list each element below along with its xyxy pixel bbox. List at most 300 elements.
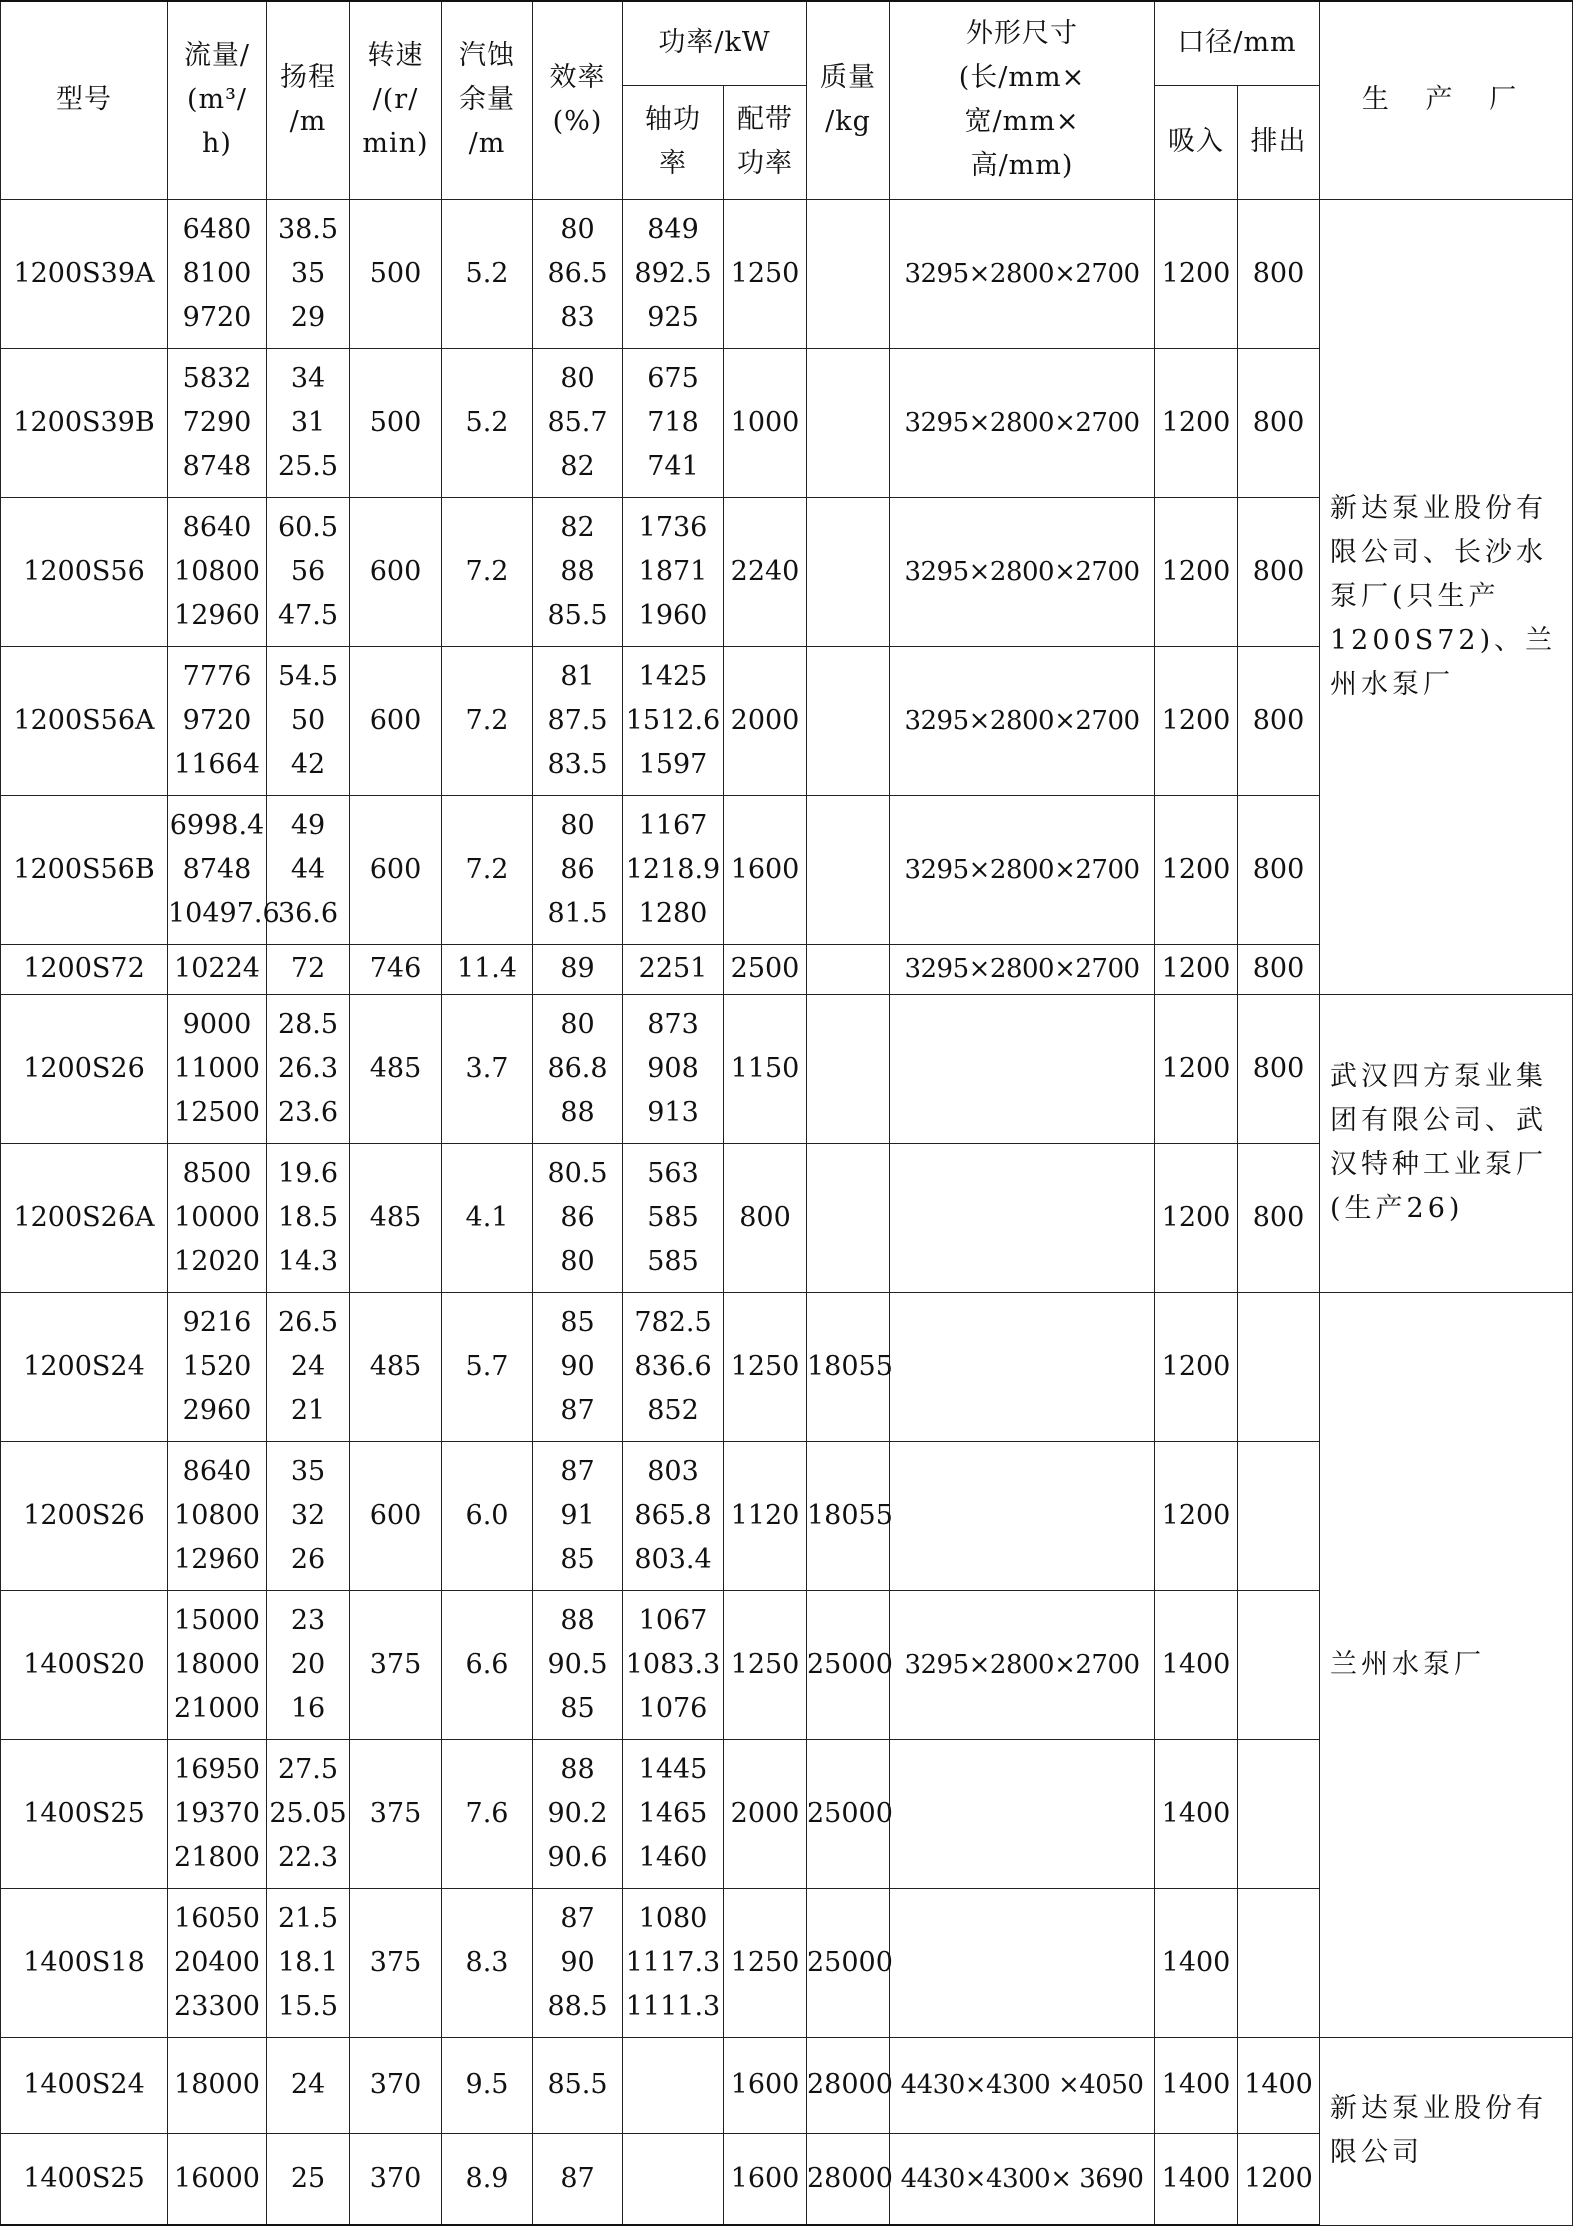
- cell-efficiency-value: 80: [560, 809, 595, 841]
- cell-shaft-power-value: 892.5: [634, 257, 712, 289]
- cell-efficiency-value: 81: [560, 660, 595, 692]
- cell-dimensions: 3295×2800×2700: [890, 944, 1155, 994]
- cell-efficiency-value: 87.5: [547, 704, 608, 736]
- cell-motor-power: 2500: [724, 944, 807, 994]
- cell-efficiency-value: 80.5: [547, 1157, 608, 1189]
- cell-shaft-power-value: 675: [647, 362, 699, 394]
- cell-head-value: 21: [290, 1394, 326, 1426]
- cell-flow: [168, 348, 267, 497]
- cell-shaft-power-value: 1597: [638, 748, 708, 780]
- cell-head-value: 20: [290, 1648, 326, 1680]
- cell-motor-power: 1150: [724, 994, 807, 1143]
- cell-efficiency-value: 82: [560, 511, 595, 543]
- cell-head-value: 60.5: [277, 511, 339, 543]
- cell-model: 1400S18: [1, 1888, 168, 2037]
- cell-mass: 28000: [807, 2133, 890, 2225]
- cell-flow-value: 10497.6: [168, 897, 280, 929]
- cell-flow: [168, 994, 267, 1143]
- cell-flow-value: 21000: [174, 1692, 260, 1724]
- cell-flow: [168, 1739, 267, 1888]
- cell-motor-power: 2240: [724, 497, 807, 646]
- cell-efficiency: [533, 199, 623, 348]
- cell-efficiency: [533, 497, 623, 646]
- cell-efficiency: [533, 2037, 623, 2133]
- cell-head-value: 18.1: [277, 1946, 339, 1978]
- cell-efficiency-value: 85.5: [547, 599, 608, 631]
- cell-efficiency-value: 80: [560, 362, 595, 394]
- cell-speed: 485: [350, 1292, 442, 1441]
- cell-flow-value: 20400: [174, 1946, 260, 1978]
- cell-model: 1200S26: [1, 994, 168, 1143]
- cell-suction: 1200: [1155, 646, 1238, 795]
- cell-npsh: 5.7: [442, 1292, 533, 1441]
- cell-efficiency-value: 81.5: [547, 897, 608, 929]
- cell-mass: 25000: [807, 1590, 890, 1739]
- cell-mass: 25000: [807, 1888, 890, 2037]
- cell-shaft-power-value: 563: [647, 1157, 699, 1189]
- cell-head-value: 26: [290, 1543, 326, 1575]
- cell-flow: [168, 2037, 267, 2133]
- cell-efficiency: [533, 2133, 623, 2225]
- cell-npsh: 7.2: [442, 795, 533, 944]
- table-body: [1, 199, 1573, 2225]
- cell-efficiency-value: 88.5: [547, 1990, 608, 2022]
- cell-efficiency-value: 90.5: [547, 1648, 608, 1680]
- cell-npsh: 8.3: [442, 1888, 533, 2037]
- cell-npsh: 6.6: [442, 1590, 533, 1739]
- cell-efficiency-value: 86: [560, 1201, 595, 1233]
- cell-shaft-power: [623, 497, 724, 646]
- cell-shaft-power: [623, 1590, 724, 1739]
- cell-flow-value: 5832: [182, 362, 252, 394]
- cell-shaft-power: [623, 1441, 724, 1590]
- cell-shaft-power-value: 1960: [638, 599, 708, 631]
- cell-head-value: 24: [290, 1350, 326, 1382]
- cell-flow-value: 12960: [174, 1543, 260, 1575]
- cell-suction: 1200: [1155, 1143, 1238, 1292]
- cell-efficiency-value: 83: [560, 301, 595, 333]
- cell-discharge: [1238, 1739, 1320, 1888]
- cell-model: 1400S25: [1, 1739, 168, 1888]
- cell-speed: 375: [350, 1888, 442, 2037]
- cell-suction: 1200: [1155, 1292, 1238, 1441]
- cell-efficiency-value: 85: [560, 1306, 595, 1338]
- cell-efficiency-value: 80: [560, 1245, 595, 1277]
- cell-efficiency-value: 88: [560, 1604, 595, 1636]
- cell-shaft-power: [623, 1143, 724, 1292]
- cell-flow-value: 21800: [174, 1841, 260, 1873]
- cell-npsh: 5.2: [442, 199, 533, 348]
- cell-shaft-power-value: 865.8: [634, 1499, 712, 1531]
- cell-efficiency-value: 90: [560, 1946, 595, 1978]
- cell-shaft-power: [623, 795, 724, 944]
- header-speed: 转速 /(r/ min): [350, 1, 442, 199]
- cell-head: [267, 348, 350, 497]
- cell-flow-value: 11664: [174, 748, 260, 780]
- cell-efficiency-value: 88: [560, 1753, 595, 1785]
- cell-dimensions: 3295×2800×2700: [890, 646, 1155, 795]
- cell-head-value: 19.6: [277, 1157, 339, 1189]
- cell-efficiency-value: 85: [560, 1692, 595, 1724]
- cell-efficiency: [533, 994, 623, 1143]
- cell-efficiency-value: 90.6: [547, 1841, 608, 1873]
- cell-shaft-power: [623, 944, 724, 994]
- cell-head-value: 42: [290, 748, 326, 780]
- cell-motor-power: 1600: [724, 2037, 807, 2133]
- cell-dimensions: 3295×2800×2700: [890, 348, 1155, 497]
- table-header: [1, 1, 1573, 199]
- cell-shaft-power-value: 718: [647, 406, 699, 438]
- cell-head: [267, 1888, 350, 2037]
- cell-head-value: 25: [290, 2162, 326, 2194]
- cell-discharge: 800: [1238, 497, 1320, 646]
- cell-shaft-power-value: 913: [647, 1096, 699, 1128]
- cell-efficiency-value: 86.5: [547, 257, 608, 289]
- cell-head-value: 56: [290, 555, 326, 587]
- cell-head: [267, 1143, 350, 1292]
- cell-efficiency-value: 86: [560, 853, 595, 885]
- cell-flow-value: 16950: [174, 1753, 260, 1785]
- cell-motor-power: 2000: [724, 646, 807, 795]
- cell-flow-value: 10000: [174, 1201, 260, 1233]
- cell-efficiency: [533, 1888, 623, 2037]
- cell-flow: [168, 199, 267, 348]
- cell-flow: [168, 1143, 267, 1292]
- cell-model: 1400S24: [1, 2037, 168, 2133]
- cell-efficiency: [533, 944, 623, 994]
- cell-head-value: 14.3: [277, 1245, 339, 1277]
- cell-flow-value: 9000: [182, 1008, 252, 1040]
- cell-efficiency-value: 87: [560, 1394, 595, 1426]
- table-row: [1, 2037, 1573, 2133]
- cell-efficiency-value: 85.5: [547, 2069, 608, 2100]
- cell-npsh: 6.0: [442, 1441, 533, 1590]
- cell-flow-value: 9216: [182, 1306, 252, 1338]
- cell-head-value: 27.5: [277, 1753, 339, 1785]
- cell-head: [267, 994, 350, 1143]
- cell-suction: 1200: [1155, 994, 1238, 1143]
- cell-head: [267, 1739, 350, 1888]
- cell-maker: 武汉四方泵业集团有限公司、武汉特种工业泵厂(生产26): [1320, 994, 1573, 1292]
- header-npsh: 汽蚀 余量 /m: [442, 1, 533, 199]
- cell-mass: 18055: [807, 1441, 890, 1590]
- cell-head-value: 35: [290, 1455, 326, 1487]
- cell-head-value: 23: [290, 1604, 326, 1636]
- cell-mass: [807, 1143, 890, 1292]
- cell-shaft-power-value: 1117.3: [625, 1946, 721, 1978]
- cell-head-value: 18.5: [277, 1201, 339, 1233]
- cell-head-value: 50: [290, 704, 326, 736]
- header-dimensions: 外形尺寸 (长/mm× 宽/mm× 高/mm): [890, 1, 1155, 199]
- cell-efficiency: [533, 1739, 623, 1888]
- cell-flow-value: 19370: [174, 1797, 260, 1829]
- cell-shaft-power-value: 925: [647, 301, 699, 333]
- cell-head-value: 24: [290, 2069, 326, 2100]
- cell-shaft-power-value: 1076: [638, 1692, 708, 1724]
- cell-discharge: 800: [1238, 944, 1320, 994]
- cell-shaft-power-value: 908: [647, 1052, 699, 1084]
- cell-mass: [807, 944, 890, 994]
- cell-speed: 600: [350, 497, 442, 646]
- cell-head-value: 31: [290, 406, 326, 438]
- cell-discharge: 800: [1238, 1143, 1320, 1292]
- cell-flow-value: 10800: [174, 555, 260, 587]
- cell-head-value: 15.5: [277, 1990, 339, 2022]
- cell-efficiency-value: 87: [560, 1455, 595, 1487]
- cell-efficiency-value: 91: [560, 1499, 595, 1531]
- cell-model: 1400S25: [1, 2133, 168, 2225]
- cell-suction: 1400: [1155, 1590, 1238, 1739]
- cell-mass: 18055: [807, 1292, 890, 1441]
- cell-npsh: 11.4: [442, 944, 533, 994]
- cell-shaft-power-value: 1167: [638, 809, 708, 841]
- cell-head: [267, 2037, 350, 2133]
- cell-shaft-power: [623, 1739, 724, 1888]
- cell-motor-power: 1000: [724, 348, 807, 497]
- cell-efficiency-value: 87: [560, 1902, 595, 1934]
- cell-efficiency-value: 85.7: [547, 406, 608, 438]
- cell-head: [267, 1590, 350, 1739]
- header-maker: 生 产 厂: [1320, 1, 1573, 199]
- cell-shaft-power-value: 782.5: [634, 1306, 712, 1338]
- cell-suction: 1200: [1155, 795, 1238, 944]
- cell-motor-power: 1250: [724, 1292, 807, 1441]
- cell-model: 1200S56: [1, 497, 168, 646]
- cell-dimensions: 4430×4300× 3690: [890, 2133, 1155, 2225]
- cell-dimensions: 3295×2800×2700: [890, 795, 1155, 944]
- cell-efficiency-value: 83.5: [547, 748, 608, 780]
- cell-shaft-power-value: 1067: [638, 1604, 708, 1636]
- cell-speed: 500: [350, 348, 442, 497]
- cell-head-value: 44: [290, 853, 326, 885]
- cell-flow-value: 11000: [174, 1052, 260, 1084]
- cell-head: [267, 2133, 350, 2225]
- cell-efficiency: [533, 1143, 623, 1292]
- cell-shaft-power-value: 1218.9: [625, 853, 721, 885]
- cell-shaft-power: [623, 1292, 724, 1441]
- cell-dimensions: 3295×2800×2700: [890, 199, 1155, 348]
- cell-npsh: 7.6: [442, 1739, 533, 1888]
- cell-shaft-power-value: 741: [647, 450, 699, 482]
- cell-shaft-power: [623, 2037, 724, 2133]
- cell-shaft-power: [623, 2133, 724, 2225]
- cell-suction: 1400: [1155, 1739, 1238, 1888]
- cell-dimensions: [890, 1888, 1155, 2037]
- cell-shaft-power-value: 852: [647, 1394, 699, 1426]
- cell-flow-value: 9720: [182, 301, 252, 333]
- cell-efficiency-value: 88: [560, 1096, 595, 1128]
- cell-flow: [168, 497, 267, 646]
- cell-shaft-power: [623, 646, 724, 795]
- cell-shaft-power: [623, 994, 724, 1143]
- cell-head: [267, 1292, 350, 1441]
- cell-discharge: [1238, 1888, 1320, 2037]
- cell-shaft-power-value: 1111.3: [625, 1990, 721, 2022]
- cell-mass: [807, 646, 890, 795]
- cell-suction: 1400: [1155, 2133, 1238, 2225]
- cell-discharge: 800: [1238, 348, 1320, 497]
- cell-flow: [168, 1441, 267, 1590]
- cell-mass: [807, 994, 890, 1143]
- cell-speed: 375: [350, 1590, 442, 1739]
- cell-shaft-power: [623, 199, 724, 348]
- cell-model: 1200S26: [1, 1441, 168, 1590]
- header-caliber-group: 口径/mm: [1155, 1, 1320, 85]
- cell-motor-power: 1250: [724, 1590, 807, 1739]
- cell-flow-value: 8748: [182, 450, 252, 482]
- cell-discharge: [1238, 1441, 1320, 1590]
- cell-head-value: 34: [290, 362, 326, 394]
- header-flow: 流量/ (m³/ h): [168, 1, 267, 199]
- cell-model: 1200S24: [1, 1292, 168, 1441]
- cell-shaft-power-value: 1425: [638, 660, 708, 692]
- cell-head-value: 26.3: [277, 1052, 339, 1084]
- cell-head: [267, 199, 350, 348]
- cell-head-value: 21.5: [277, 1902, 339, 1934]
- cell-flow-value: 23300: [174, 1990, 260, 2022]
- cell-speed: 370: [350, 2037, 442, 2133]
- cell-model: 1400S20: [1, 1590, 168, 1739]
- cell-flow-value: 8100: [182, 257, 252, 289]
- cell-efficiency-value: 89: [560, 953, 595, 984]
- cell-speed: 485: [350, 1143, 442, 1292]
- header-shaft-power: 轴功 率: [623, 85, 724, 199]
- cell-npsh: 3.7: [442, 994, 533, 1143]
- cell-flow-value: 16050: [174, 1902, 260, 1934]
- cell-flow-value: 8640: [182, 511, 252, 543]
- cell-npsh: 9.5: [442, 2037, 533, 2133]
- cell-npsh: 7.2: [442, 646, 533, 795]
- cell-mass: [807, 795, 890, 944]
- cell-head: [267, 795, 350, 944]
- cell-flow-value: 12960: [174, 599, 260, 631]
- cell-model: 1200S72: [1, 944, 168, 994]
- cell-mass: [807, 199, 890, 348]
- cell-speed: 375: [350, 1739, 442, 1888]
- header-model: 型号: [1, 1, 168, 199]
- cell-head-value: 36.6: [277, 897, 339, 929]
- cell-flow: [168, 795, 280, 944]
- cell-flow-value: 15000: [174, 1604, 260, 1636]
- cell-shaft-power-value: 1871: [638, 555, 708, 587]
- cell-npsh: 7.2: [442, 497, 533, 646]
- cell-speed: 746: [350, 944, 442, 994]
- cell-head-value: 23.6: [277, 1096, 339, 1128]
- cell-efficiency: [533, 1441, 623, 1590]
- cell-flow-value: 1520: [182, 1350, 252, 1382]
- cell-flow-value: 16000: [174, 2162, 260, 2194]
- cell-head-value: 29: [290, 301, 326, 333]
- cell-shaft-power-value: 1736: [638, 511, 708, 543]
- cell-discharge: 800: [1238, 795, 1320, 944]
- cell-speed: 600: [350, 795, 442, 944]
- cell-efficiency: [533, 1590, 623, 1739]
- cell-shaft-power-value: 585: [647, 1201, 699, 1233]
- cell-shaft-power-value: 1083.3: [625, 1648, 721, 1680]
- cell-motor-power: 1250: [724, 1888, 807, 2037]
- cell-head-value: 32: [290, 1499, 326, 1531]
- cell-efficiency-value: 85: [560, 1543, 595, 1575]
- cell-flow: [168, 646, 267, 795]
- cell-discharge: 800: [1238, 646, 1320, 795]
- cell-speed: 600: [350, 646, 442, 795]
- cell-efficiency-value: 87: [560, 2162, 595, 2194]
- header-motor-power: 配带 功率: [724, 85, 807, 199]
- cell-shaft-power-value: 836.6: [634, 1350, 712, 1382]
- cell-speed: 500: [350, 199, 442, 348]
- cell-head-value: 26.5: [277, 1306, 339, 1338]
- cell-efficiency-value: 80: [560, 213, 595, 245]
- cell-maker: 新达泵业股份有限公司、长沙水泵厂(只生产1200S72)、兰州水泵厂: [1320, 199, 1573, 994]
- cell-flow-value: 10224: [174, 953, 260, 984]
- cell-suction: 1200: [1155, 199, 1238, 348]
- cell-dimensions: [890, 1143, 1155, 1292]
- header-discharge: 排出: [1238, 85, 1320, 199]
- cell-head: [267, 497, 350, 646]
- cell-motor-power: 2000: [724, 1739, 807, 1888]
- cell-flow-value: 7290: [182, 406, 252, 438]
- cell-flow-value: 18000: [174, 1648, 260, 1680]
- table-row: [1, 199, 1573, 348]
- cell-shaft-power: [623, 1888, 724, 2037]
- cell-dimensions: 4430×4300 ×4050: [890, 2037, 1155, 2133]
- cell-shaft-power-value: 1445: [638, 1753, 708, 1785]
- cell-speed: 600: [350, 1441, 442, 1590]
- cell-npsh: 4.1: [442, 1143, 533, 1292]
- cell-flow-value: 8640: [182, 1455, 252, 1487]
- cell-flow-value: 10800: [174, 1499, 260, 1531]
- cell-npsh: 5.2: [442, 348, 533, 497]
- cell-shaft-power-value: 803: [647, 1455, 699, 1487]
- cell-shaft-power-value: 849: [647, 213, 699, 245]
- header-head: 扬程 /m: [267, 1, 350, 199]
- cell-flow-value: 18000: [174, 2069, 260, 2100]
- cell-shaft-power: [623, 348, 724, 497]
- cell-flow: [168, 1888, 267, 2037]
- cell-head-value: 54.5: [277, 660, 339, 692]
- cell-model: 1200S56A: [1, 646, 168, 795]
- cell-efficiency: [533, 348, 623, 497]
- cell-shaft-power-value: 1280: [638, 897, 708, 929]
- cell-npsh: 8.9: [442, 2133, 533, 2225]
- cell-efficiency: [533, 1292, 623, 1441]
- cell-efficiency-value: 80: [560, 1008, 595, 1040]
- cell-dimensions: [890, 1292, 1155, 1441]
- cell-mass: 25000: [807, 1739, 890, 1888]
- cell-motor-power: 1120: [724, 1441, 807, 1590]
- cell-head-value: 72: [290, 953, 326, 984]
- cell-flow-value: 8748: [182, 853, 252, 885]
- cell-efficiency-value: 86.8: [547, 1052, 608, 1084]
- cell-head: [267, 1441, 350, 1590]
- cell-shaft-power-value: 585: [647, 1245, 699, 1277]
- cell-speed: 370: [350, 2133, 442, 2225]
- cell-shaft-power-value: 1465: [638, 1797, 708, 1829]
- table-row: [1, 994, 1573, 1143]
- header-power-group: 功率/kW: [623, 1, 807, 85]
- cell-suction: 1200: [1155, 944, 1238, 994]
- cell-suction: 1200: [1155, 497, 1238, 646]
- cell-mass: [807, 348, 890, 497]
- cell-speed: 485: [350, 994, 442, 1143]
- cell-head-value: 38.5: [277, 213, 339, 245]
- cell-head-value: 35: [290, 257, 326, 289]
- cell-model: 1200S39A: [1, 199, 168, 348]
- cell-shaft-power-value: 1080: [638, 1902, 708, 1934]
- cell-dimensions: [890, 1739, 1155, 1888]
- cell-mass: 28000: [807, 2037, 890, 2133]
- cell-shaft-power-value: 2251: [638, 953, 708, 984]
